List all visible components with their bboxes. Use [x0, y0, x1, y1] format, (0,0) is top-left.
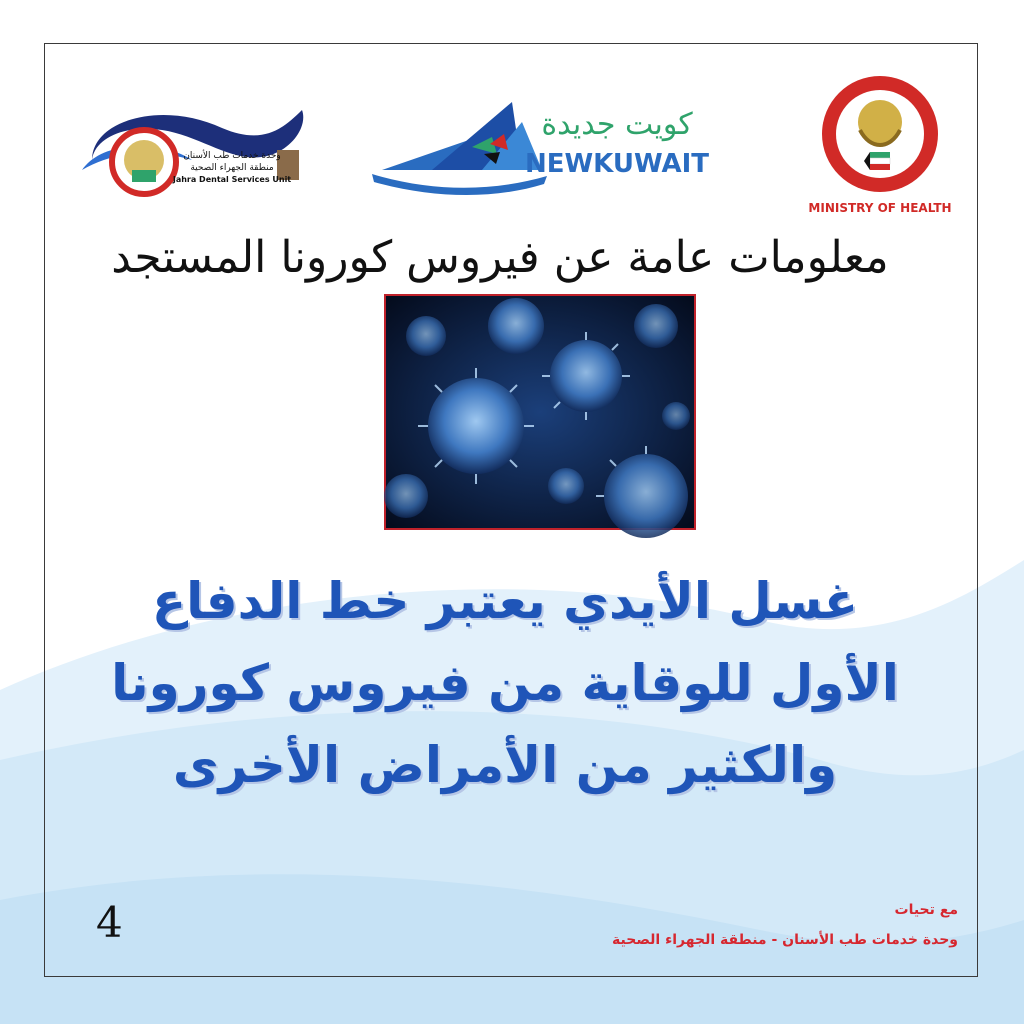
- credits-greeting: مع تحيات: [894, 902, 958, 918]
- message-line-2: الأول للوقاية من فيروس كورونا: [111, 654, 899, 712]
- jahra-line3: Jahra Dental Services Unit: [172, 175, 292, 184]
- newkuwait-arabic: كويت جديدة: [541, 107, 693, 142]
- coronavirus-image: [384, 294, 696, 530]
- sail-mosaic-icon: [372, 102, 547, 195]
- page-number: 4: [96, 898, 123, 947]
- message-line-1: غسل الأيدي يعتبر خط الدفاع: [151, 572, 859, 630]
- newkuwait-english: NEWKUWAIT: [524, 149, 710, 179]
- credits: [558, 902, 958, 948]
- jahra-dental-logo: [72, 100, 312, 210]
- page-title: معلومات عامة عن فيروس كورونا المستجد: [111, 232, 889, 283]
- message-line-3: والكثير من الأمراض الأخرى: [172, 736, 838, 794]
- moh-label: MINISTRY OF HEALTH: [808, 201, 952, 215]
- jahra-line1: وحدة خدمات طب الأسنان: [183, 151, 281, 161]
- jahra-line2: منطقة الجهراء الصحية: [190, 163, 274, 173]
- ministry-of-health-logo: [808, 72, 952, 220]
- credits-unit: وحدة خدمات طب الأسنان - منطقة الجهراء الصحية: [612, 932, 958, 948]
- newkuwait-logo: [372, 92, 712, 202]
- handwashing-message: [110, 560, 900, 806]
